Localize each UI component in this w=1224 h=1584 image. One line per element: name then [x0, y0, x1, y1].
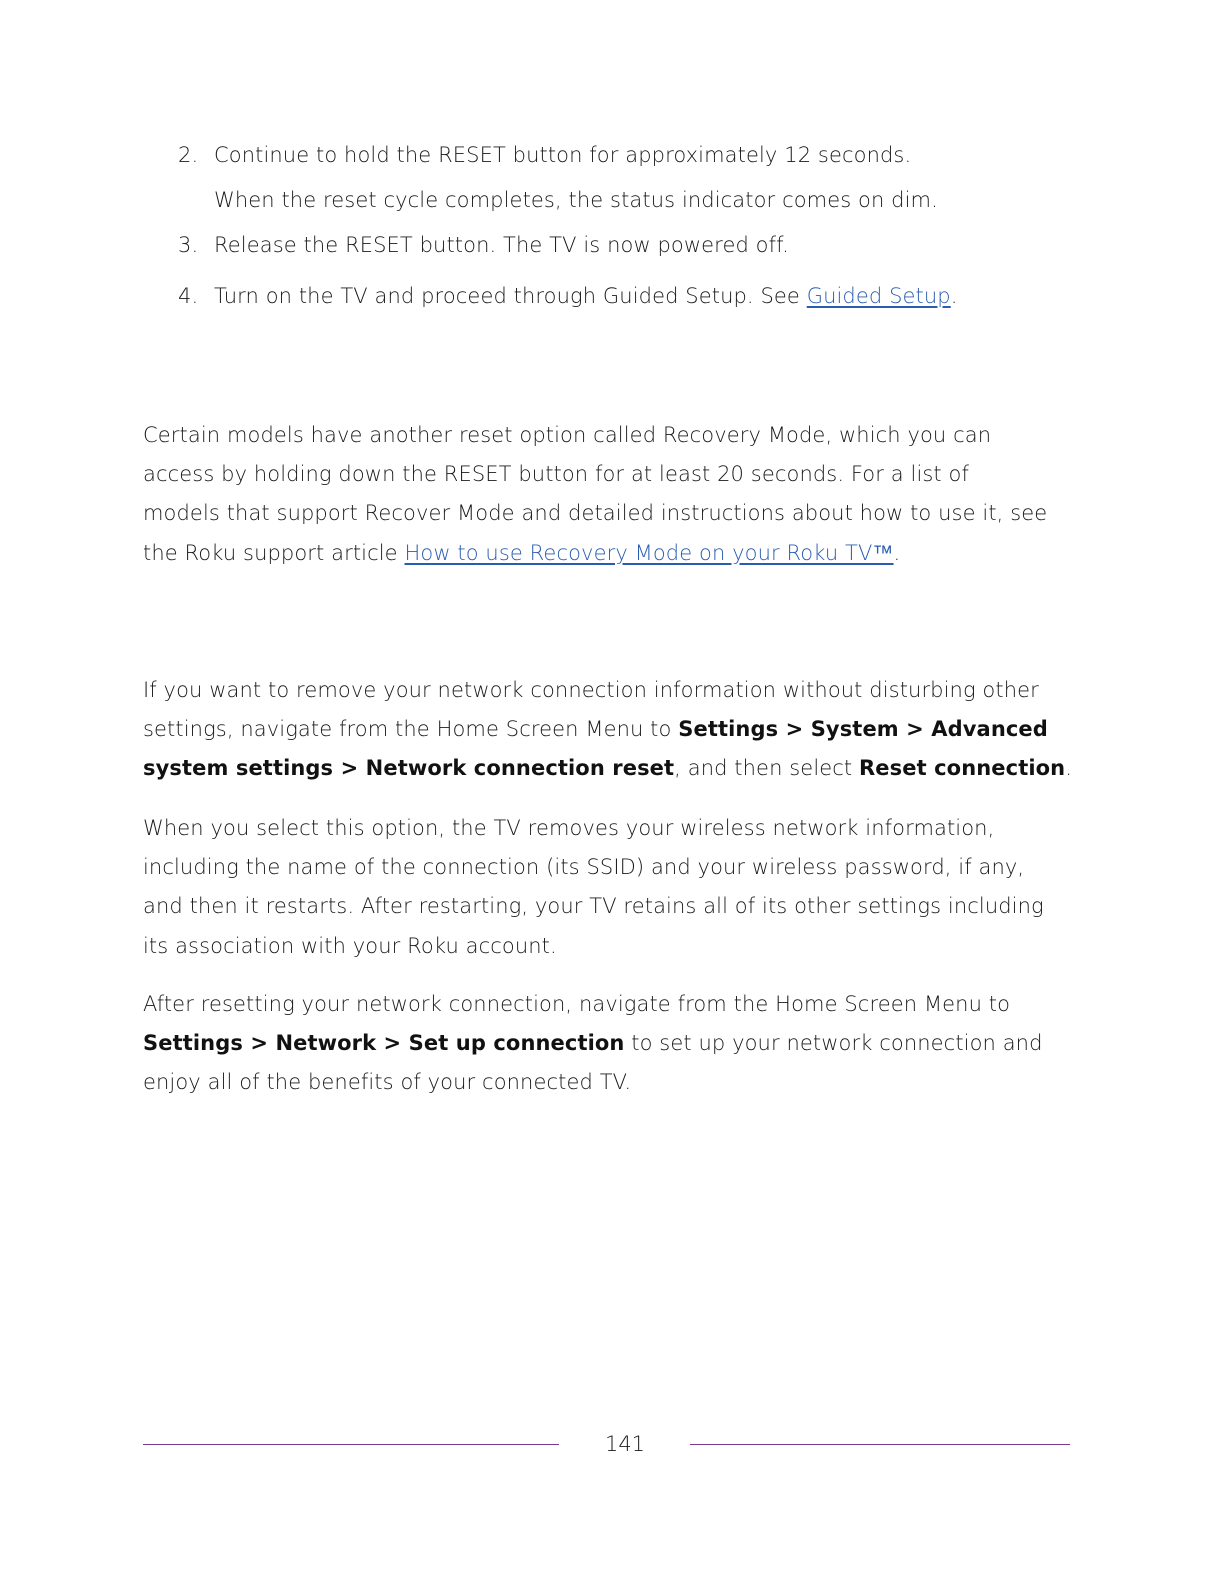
reset-connection-option: Reset connection: [859, 756, 1066, 781]
step-text: Turn on the TV and proceed through Guided Setup. See: [214, 284, 807, 308]
step-2: [178, 143, 1078, 167]
recovery-mode-article-link[interactable]: How to use Recovery Mode on your Roku TV™: [404, 540, 894, 565]
step-4: 4. Turn on the TV and proceed through Guided Setup. See Guided Setup.: [178, 284, 958, 308]
recovery-mode-paragraph: Certain models have another reset option called Recovery Mode, which you can access by holding down the RESET button for at least 20 seconds. For a list of models that support Recover Mode and detailed instructions about how to use it, see the Roku support article How to use Recovery Mode on your Roku TV™.: [143, 423, 1048, 565]
page-number: 141: [604, 1432, 646, 1456]
step-number: 3.: [178, 233, 199, 257]
settings-path-continued: system settings > Network connection reset: [143, 756, 675, 781]
after-reset-paragraph: After resetting your network connection, navigate from the Home Screen Menu to Settings > Network > Set up connection to set up your network connection and enjoy all of the benefits of your connected TV.: [143, 992, 1043, 1095]
network-settings-path: Settings > Network > Set up connection: [143, 1031, 625, 1056]
guided-setup-link[interactable]: Guided Setup: [806, 284, 951, 308]
footer-rule-left: [143, 1444, 559, 1445]
step-number: 2.: [178, 143, 199, 167]
step-2-note: When the reset cycle completes, the status indicator comes on dim.: [214, 188, 938, 212]
step-text: Continue to hold the RESET button for approximately 12 seconds.: [214, 143, 912, 167]
step-number: 4.: [178, 284, 199, 308]
footer-rule-right: [690, 1444, 1070, 1445]
step-text: Release the RESET button. The TV is now powered off.: [214, 233, 789, 257]
network-reset-paragraph: If you want to remove your network connection information without disturbing other settings, navigate from the Home Screen Menu to Settings > System > Advanced system settings > Network connection reset, and then select Reset connection.: [143, 678, 1072, 781]
step-3: [178, 233, 1078, 257]
network-info-paragraph: When you select this option, the TV removes your wireless network information, including the name of the connection (its SSID) and your wireless password, if any, and then it restarts. After restarting, your TV retains all of its other settings including its association with your Roku account.: [143, 816, 1044, 958]
settings-path: Settings > System > Advanced: [678, 717, 1048, 742]
